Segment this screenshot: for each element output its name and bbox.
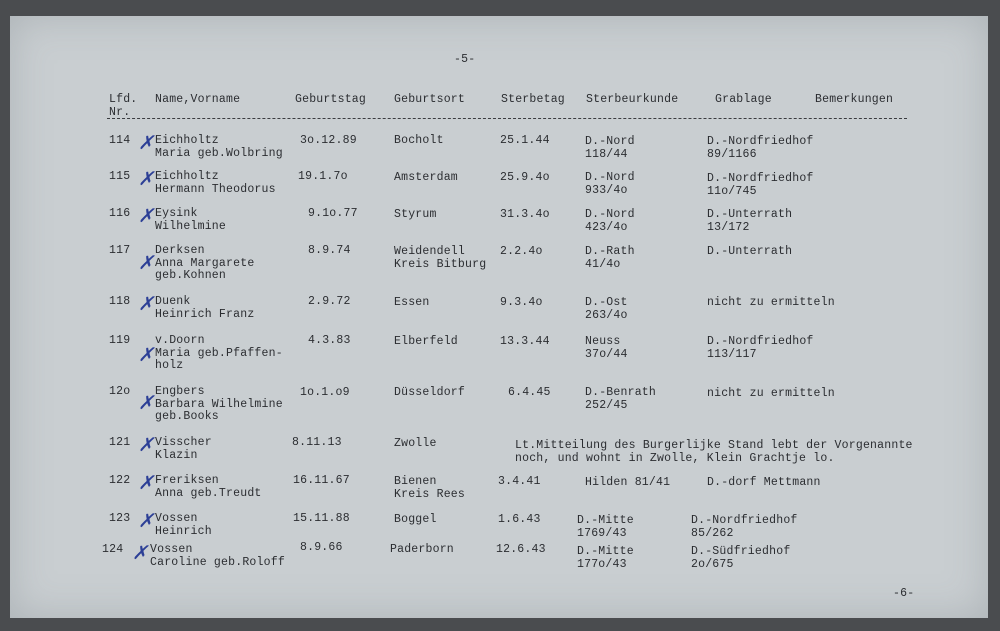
- row-123-name: Vossen Heinrich: [155, 512, 212, 538]
- row-123-sterbetag: 1.6.43: [498, 513, 541, 526]
- row-118-geburtstag: 2.9.72: [308, 295, 351, 308]
- row-114-name: Eichholtz Maria geb.Wolbring: [155, 134, 283, 160]
- row-124-sterbetag: 12.6.43: [496, 543, 546, 556]
- row-120-grablage: nicht zu ermitteln: [707, 387, 835, 400]
- row-118-geburtsort: Essen: [394, 296, 430, 309]
- row-123-sterbeurkunde: D.-Mitte 1769/43: [577, 514, 634, 540]
- row-118-grablage: nicht zu ermitteln: [707, 296, 835, 309]
- row-116-geburtstag: 9.1o.77: [308, 207, 358, 220]
- row-122-nr: 122: [109, 474, 131, 487]
- row-124-geburtstag: 8.9.66: [300, 541, 343, 554]
- row-117-geburtstag: 8.9.74: [308, 244, 351, 257]
- row-114-grablage: D.-Nordfriedhof 89/1166: [707, 135, 814, 161]
- check-mark-icon: ✗: [138, 293, 154, 315]
- row-124-sterbeurkunde: D.-Mitte 177o/43: [577, 545, 634, 571]
- row-120-geburtstag: 1o.1.o9: [300, 386, 350, 399]
- row-123-grablage: D.-Nordfriedhof 85/262: [691, 514, 798, 540]
- row-124-geburtsort: Paderborn: [390, 543, 454, 556]
- row-116-sterbetag: 31.3.4o: [500, 208, 550, 221]
- row-122-sterbeurkunde: Hilden 81/41: [585, 476, 671, 489]
- row-118-name: Duenk Heinrich Franz: [155, 295, 255, 321]
- row-123-geburtsort: Boggel: [394, 513, 437, 526]
- row-116-name: Eysink Wilhelmine: [155, 207, 227, 233]
- row-122-geburtstag: 16.11.67: [293, 474, 350, 487]
- check-mark-icon: ✗: [138, 252, 154, 274]
- row-115-grablage: D.-Nordfriedhof 11o/745: [707, 172, 814, 198]
- document-page: [10, 16, 988, 618]
- row-120-nr: 12o: [109, 385, 131, 398]
- row-120-name: Engbers Barbara Wilhelmine geb.Books: [155, 385, 283, 423]
- row-123-nr: 123: [109, 512, 131, 525]
- row-124-nr: 124: [102, 543, 124, 556]
- row-119-name: v.Doorn Maria geb.Pfaffen- holz: [155, 334, 283, 372]
- row-122-name: Freriksen Anna geb.Treudt: [155, 474, 262, 500]
- row-121-geburtstag: 8.11.13: [292, 436, 342, 449]
- page-number-top: -5-: [454, 53, 476, 66]
- row-122-geburtsort: Bienen Kreis Rees: [394, 475, 466, 501]
- row-115-geburtstag: 19.1.7o: [298, 170, 348, 183]
- header-sterbetag: Sterbetag: [501, 93, 565, 106]
- header-bemerkungen: Bemerkungen: [815, 93, 894, 106]
- header-nr: Lfd. Nr.: [109, 93, 138, 119]
- row-118-nr: 118: [109, 295, 131, 308]
- row-114-sterbeurkunde: D.-Nord 118/44: [585, 135, 635, 161]
- page-number-bottom: -6-: [893, 587, 915, 600]
- row-121-bemerkung: Lt.Mitteilung des Burgerlijke Stand lebt der Vorgenannte noch, und wohnt in Zwolle, Klein Grachtje lo.: [515, 439, 913, 465]
- row-114-geburtstag: 3o.12.89: [300, 134, 357, 147]
- row-122-sterbetag: 3.4.41: [498, 475, 541, 488]
- row-121-nr: 121: [109, 436, 131, 449]
- row-119-nr: 119: [109, 334, 131, 347]
- row-121-name: Visscher Klazin: [155, 436, 212, 462]
- row-123-geburtstag: 15.11.88: [293, 512, 350, 525]
- row-117-grablage: D.-Unterrath: [707, 245, 793, 258]
- row-114-geburtsort: Bocholt: [394, 134, 444, 147]
- row-114-sterbetag: 25.1.44: [500, 134, 550, 147]
- check-mark-icon: ✗: [138, 392, 154, 414]
- row-119-geburtstag: 4.3.83: [308, 334, 351, 347]
- check-mark-icon: ✗: [132, 542, 148, 564]
- row-115-nr: 115: [109, 170, 131, 183]
- row-116-geburtsort: Styrum: [394, 208, 437, 221]
- check-mark-icon: ✗: [138, 168, 154, 190]
- row-119-grablage: D.-Nordfriedhof 113/117: [707, 335, 814, 361]
- row-116-grablage: D.-Unterrath 13/172: [707, 208, 793, 234]
- row-117-geburtsort: Weidendell Kreis Bitburg: [394, 245, 487, 271]
- row-116-nr: 116: [109, 207, 131, 220]
- header-divider: [107, 118, 907, 119]
- row-115-sterbetag: 25.9.4o: [500, 171, 550, 184]
- check-mark-icon: ✗: [138, 434, 154, 456]
- header-sterbeurkunde: Sterbeurkunde: [586, 93, 679, 106]
- header-geburtsort: Geburtsort: [394, 93, 466, 106]
- row-119-sterbeurkunde: Neuss 37o/44: [585, 335, 628, 361]
- check-mark-icon: ✗: [138, 132, 154, 154]
- row-117-sterbeurkunde: D.-Rath 41/4o: [585, 245, 635, 271]
- check-mark-icon: ✗: [138, 344, 154, 366]
- check-mark-icon: ✗: [138, 510, 154, 532]
- row-117-nr: 117: [109, 244, 131, 257]
- row-119-geburtsort: Elberfeld: [394, 335, 458, 348]
- row-121-geburtsort: Zwolle: [394, 437, 437, 450]
- header-geburtstag: Geburtstag: [295, 93, 367, 106]
- row-115-geburtsort: Amsterdam: [394, 171, 458, 184]
- row-122-grablage: D.-dorf Mettmann: [707, 476, 821, 489]
- row-118-sterbetag: 9.3.4o: [500, 296, 543, 309]
- header-grablage: Grablage: [715, 93, 772, 106]
- row-120-geburtsort: Düsseldorf: [394, 386, 466, 399]
- row-116-sterbeurkunde: D.-Nord 423/4o: [585, 208, 635, 234]
- row-118-sterbeurkunde: D.-Ost 263/4o: [585, 296, 628, 322]
- check-mark-icon: ✗: [138, 472, 154, 494]
- header-name: Name,Vorname: [155, 93, 241, 106]
- row-115-sterbeurkunde: D.-Nord 933/4o: [585, 171, 635, 197]
- row-124-name: Vossen Caroline geb.Roloff: [150, 543, 285, 569]
- row-114-nr: 114: [109, 134, 131, 147]
- row-120-sterbetag: 6.4.45: [508, 386, 551, 399]
- row-124-grablage: D.-Südfriedhof 2o/675: [691, 545, 791, 571]
- check-mark-icon: ✗: [138, 205, 154, 227]
- row-119-sterbetag: 13.3.44: [500, 335, 550, 348]
- row-117-name: Derksen Anna Margarete geb.Kohnen: [155, 244, 255, 282]
- row-117-sterbetag: 2.2.4o: [500, 245, 543, 258]
- row-120-sterbeurkunde: D.-Benrath 252/45: [585, 386, 657, 412]
- row-115-name: Eichholtz Hermann Theodorus: [155, 170, 276, 196]
